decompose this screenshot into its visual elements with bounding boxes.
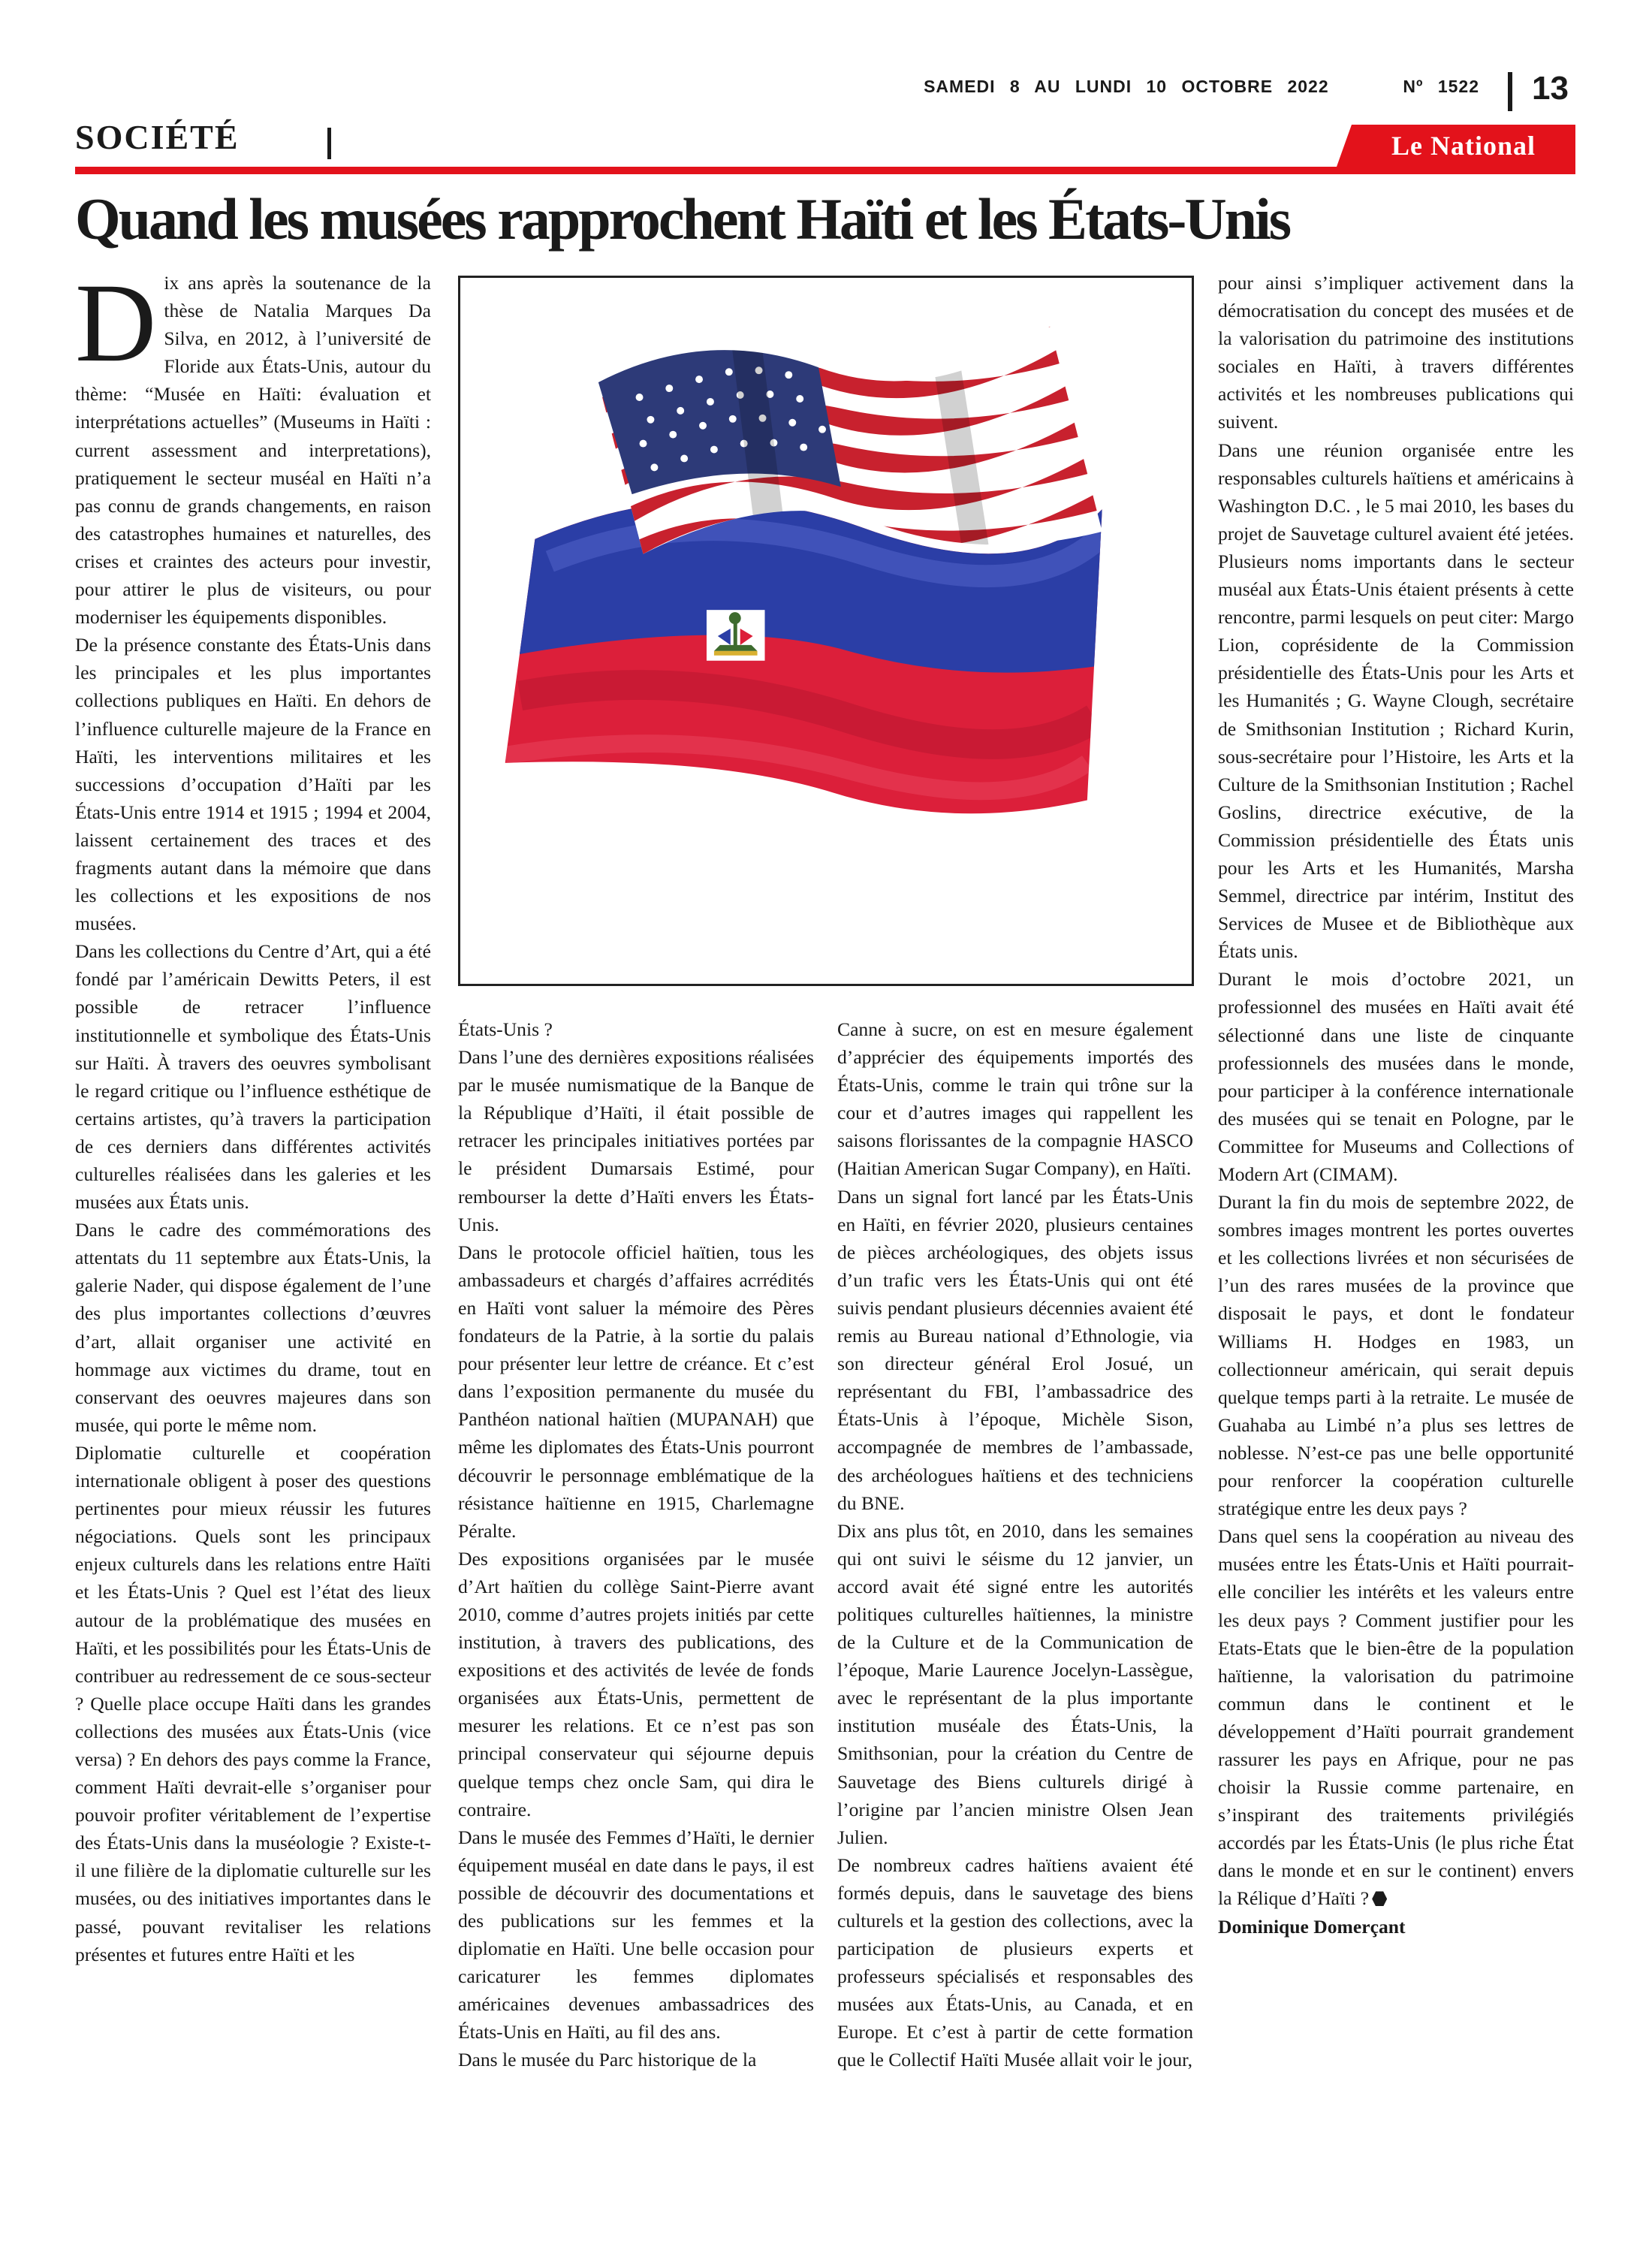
- article-paragraph: Dans un signal fort lancé par les États-Unis en Haïti, en février 2020, plusieurs centaines de pièces archéologiques, des objets issus d’un trafic vers les États-Unis qui ont été suivis pendant plusieurs décennies avaient été remis au Bureau national d’Ethnologie, via son directeur général Erol Josué, un représentant du FBI, l’ambassadrice des États-Unis à l’époque, Michèle Sison, accompagnée de membres de l’ambassade, des archéologues haïtiens et des techniciens du BNE.: [837, 1185, 1193, 1514]
- article-paragraph: Dix ans après la soutenance de la thèse de Natalia Marques Da Silva, en 2012, à l’université de Floride aux États-Unis, autour du thème: “Musée en Haïti: évaluation et interprétations actuelles” (Museums in Haïti : current assessment and interpretations), pratiquement le secteur muséal en Haïti n’a pas connu de grands changements, en raison des catastrophes humaines et naturelles, des crises et craintes des acteurs pour investir, pour attirer le plus de visiteurs, ou pour moderniser les équipements disponibles.: [75, 269, 431, 629]
- article-paragraph: De la présence constante des États-Unis dans les principales et les plus importantes collections publiques en Haïti. En dehors de l’influence culturelle majeure de la France en Haïti, les interventions militaires et les successions d’occupation d’Haïti par les États-Unis entre 1914 et 1915 ; 1994 et 2004, laissent certainement des traces et des fragments autant dans la mémoire que dans les collections et les expositions de nos musées.: [75, 634, 431, 935]
- article-column-4: [1218, 269, 1574, 2165]
- article-paragraph: Dans le protocole officiel haïtien, tous les ambassadeurs et chargés d’affaires acrrédités en Haïti vont saluer la mémoire des Pères fondateurs de la Patrie, à la sortie du palais pour présenter leur lettre de créance. Et c’est dans l’exposition permanente du musée du Panthéon national haïtien (MUPANAH) que même les diplomates des États-Unis pourront découvrir le personnage emblématique de la résistance haïtienne en 1915, Charlemagne Péralte.: [458, 1241, 814, 1542]
- article-photo: [458, 276, 1194, 986]
- end-of-article-icon: [1372, 1891, 1387, 1906]
- article-paragraph: Dans l’une des dernières expositions réalisées par le musée numismatique de la Banque de la République d’Haïti, il était possible de retracer les principales initiatives portées par le président Dumarsais Estimé, pour rembourser la dette d’Haïti envers les États-Unis.: [458, 1046, 814, 1235]
- haiti-coat-of-arms: [707, 610, 765, 661]
- article-paragraph: De nombreux cadres haïtiens avaient été formés depuis, dans le sauvetage des biens culturels et la gestion des collections, avec la participation de plusieurs experts et professeurs spécialisés et responsables des musées aux États-Unis, au Canada, et en Europe. Et c’est à partir de cette formation que le Collectif Haïti Musée allait voir le jour,: [837, 1853, 1193, 2071]
- issue-date-line: [924, 77, 1479, 97]
- article-paragraph: Canne à sucre, on est en mesure également d’apprécier des équipements importés des États-Unis, comme le train qui trône sur la cour et d’autres images qui rappellent les saisons florissantes de la compagnie HASCO (Haitian American Sugar Company), en Haïti.: [837, 1018, 1193, 1180]
- article-headline: Quand les musées rapprochent Haïti et les États-Unis: [75, 186, 1290, 252]
- article-column-3: [837, 1015, 1193, 2165]
- newspaper-brand: Le National: [1391, 131, 1536, 161]
- article-paragraph: pour ainsi s’impliquer activement dans la démocratisation du concept des musées et de la valorisation du patrimoine des institutions sociales en Haïti, à travers différentes activités et les nombreuses publications qui suivent.: [1218, 272, 1574, 433]
- issue-date: SAMEDI 8 AU LUNDI 10 OCTOBRE 2022: [924, 77, 1329, 96]
- author-signature: Dominique Domerçant: [1218, 1915, 1406, 1938]
- article-paragraph: Dans quel sens la coopération au niveau des musées entre les États-Unis et Haïti pourrait-elle concilier les intérêts et les valeurs entre les deux pays ? Comment justifier pour les Etats-Etats que le bien-être de la population haïtienne, la valorisation du patrimoine commun dans le continent et le développement d’Haïti pourrait grandement rassurer les pays en Afrique, pour ne pas choisir la Russie comme partenaire, en s’inspirant des traitements privilégiés accordés par les États-Unis (le plus riche État dans le monde et en sur le continent) envers la Rélique d’Haïti ?: [1218, 1525, 1574, 1910]
- article-paragraph: Dans le musée des Femmes d’Haïti, le dernier équipement muséal en date dans le pays, il est possible de découvrir des documentations et des publications sur les femmes et la diplomatie en Haïti. Une belle occasion pour caricaturer les femmes diplomates américaines devenues ambassadrices des États-Unis en Haïti, au fil des ans.: [458, 1826, 814, 2043]
- article-paragraph: Dans le cadre des commémorations des attentats du 11 septembre aux États-Unis, la galerie Nader, qui dispose également de l’une des plus importantes collections d’œuvres d’art, allait organiser une activité en hommage aux victimes du drame, tout en conservant des oeuvres majeures dans son musée, qui porte le même nom.: [75, 1219, 431, 1436]
- article-paragraph: Diplomatie culturelle et coopération internationale obligent à poser des questions pertinentes pour mieux réussir les futures négociations. Quels sont les principaux enjeux culturels dans les relations entre Haïti et les États-Unis ? Quel est l’état des lieux autour de la problématique des musées en Haïti, et les possibilités pour les États-Unis de contribuer au redressement de ce sous-secteur ? Quelle place occupe Haïti dans les grandes collections des musées aux États-Unis (vice versa) ? En dehors des pays comme la France, comment Haïti devrait-elle s’organiser pour pouvoir profiter véritablement de l’expertise des États-Unis dans la muséologie ? Existe-t-il une filière de la diplomatie culturelle sur les musées, ou des initiatives importantes dans le passé, pouvant revitaliser les relations présentes et futures entre Haïti et les: [75, 1441, 431, 1965]
- section-label: SOCIÉTÉ: [75, 118, 240, 156]
- article-paragraph: Dans une réunion organisée entre les responsables culturels haïtiens et américains à Washington D.C. , le 5 mai 2010, les bases du projet de Sauvetage culturel avaient été jetées. Plusieurs noms importants dans le secteur muséal aux États-Unis étaient présents à cette rencontre, parmi lesquels on peut citer: Margo Lion, coprésidente de la Commission présidentielle des États-Unis pour les Arts et les Humanités ; G. Wayne Clough, secrétaire de Smithsonian Institution ; Richard Kurin, sous-secrétaire pour l’Histoire, les Arts et la Culture de la Smithsonian Institution ; Rachel Goslins, directrice exécutive, de la Commission présidentielle des États unis pour les Arts et les Humanités, Marsha Semmel, directrice par intérim, Institut des Services de Musee et de Bibliothèque aux États unis.: [1218, 439, 1574, 963]
- article-paragraph: Dans les collections du Centre d’Art, qui a été fondé par l’américain Dewitts Peters, il est possible de retracer l’influence institutionnelle et symbolique des États-Unis sur Haïti. À travers des oeuvres symbolisant le regard critique ou l’influence esthétique de certains artistes, qu’à travers la participation de ces derniers dans différentes activités culturelles réalisées dans les galeries et les musées aux États unis.: [75, 940, 431, 1214]
- article-paragraph: États-Unis ?: [458, 1018, 553, 1040]
- issue-number: Nº 1522: [1403, 77, 1479, 96]
- article-paragraph: Durant le mois d’octobre 2021, un professionnel des musées en Haïti avait été sélectionné dans une liste de cinquante professionnels des musées dans le monde, pour participer à la conférence internationale des musées qui se tenait en Pologne, par le Committee for Museums and Collections of Modern Art (CIMAM).: [1218, 968, 1574, 1185]
- article-paragraph: Des expositions organisées par le musée d’Art haïtien du collège Saint-Pierre avant 2010, comme d’autres projets initiés par cette institution, à travers des publications, des expositions et des activités de levée de fonds organisées aux États-Unis, permettent de mesurer les relations. Et ce n’est pas son principal conservateur qui séjourne depuis quelque temps chez oncle Sam, qui dira le contraire.: [458, 1547, 814, 1820]
- page-number-separator: [1508, 72, 1512, 111]
- header-rule: [75, 167, 1575, 174]
- article-column-1: [75, 269, 431, 2165]
- usa-haiti-flags-photo: [460, 278, 1192, 984]
- article-paragraph: Durant la fin du mois de septembre 2022, de sombres images montrent les portes ouvertes et les collections livrées et non sécurisées de l’un des rares musées de la province que disposait le pays, et dont le fondateur Williams H. Hodges en 1983, un collectionneur américain, qui serait depuis quelque temps parti à la retraite. Le musée de Guahaba au Limbé n’a plus ses lettres de noblesse. N’est-ce pas une belle opportunité pour renforcer la coopération culturelle stratégique entre les deux pays ?: [1218, 1191, 1574, 1520]
- article-paragraph: Dans le musée du Parc historique de la: [458, 2049, 757, 2071]
- article-column-2: [458, 1015, 814, 2165]
- section-separator: [327, 128, 331, 159]
- article-paragraph: Dix ans plus tôt, en 2010, dans les semaines qui ont suivi le séisme du 12 janvier, un accord avait été signé entre les autorités politiques culturelles haïtiennes, la ministre de la Culture et de la Communication de l’époque, Marie Laurence Jocelyn-Lassègue, avec le représentant de la plus importante institution muséale des États-Unis, la Smithsonian, pour la création du Centre de Sauvetage des Biens culturels dirigé à l’origine par l’ancien ministre Olsen Jean Julien.: [837, 1519, 1193, 1848]
- page-number: 13: [1532, 70, 1569, 107]
- drop-cap: D: [75, 269, 157, 385]
